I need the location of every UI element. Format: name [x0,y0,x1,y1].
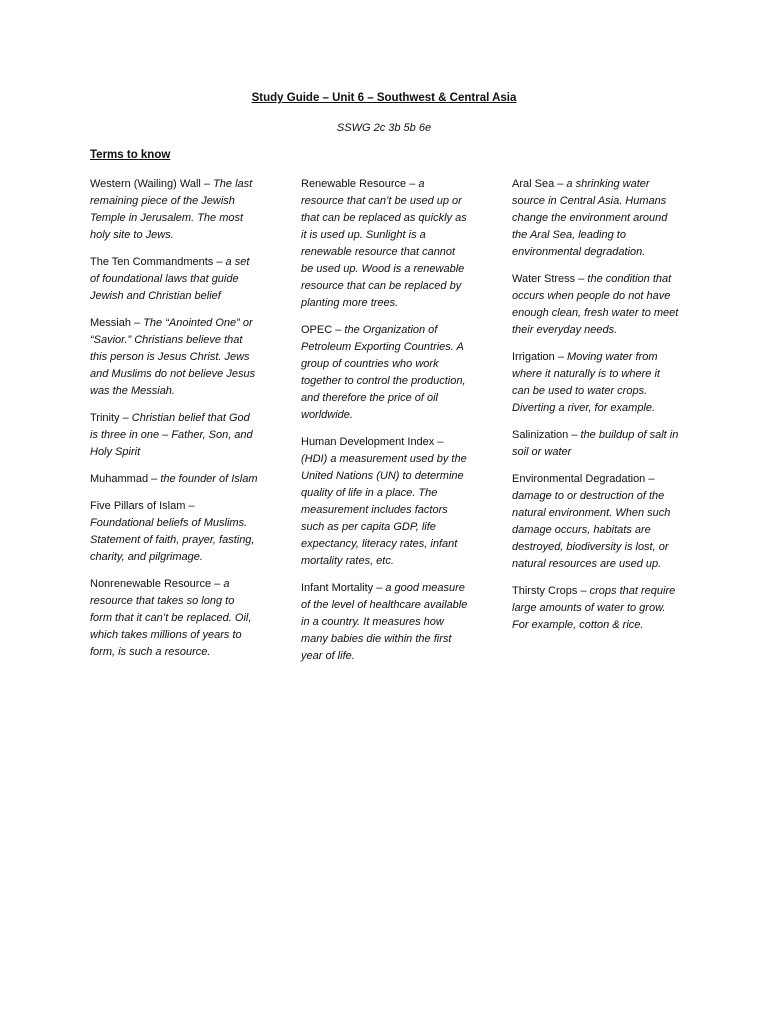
glossary-entry [90,410,258,461]
page-title: Study Guide – Unit 6 – Southwest & Central Asia [251,92,517,104]
glossary-entry [301,176,469,312]
glossary-term: Muhammad – [90,473,161,485]
glossary-definition: Christian belief that God is three in one – Father, Son, and Holy Spirit [90,412,253,458]
glossary-term: Environmental Degradation – [512,473,655,485]
glossary-term: Five Pillars of Islam – [90,500,195,512]
glossary-entry [90,176,258,244]
glossary-entry [90,254,258,305]
glossary-term: Aral Sea – [512,178,567,190]
glossary-term: Trinity – [90,412,132,424]
glossary-entry [512,271,680,339]
glossary-entry [90,471,258,488]
glossary-definition: The last remaining piece of the Jewish Temple in Jerusalem. The most holy site to Jews. [90,178,253,241]
glossary-term: The Ten Commandments – [90,256,226,268]
glossary-term: Thirsty Crops – [512,585,590,597]
glossary-definition: the founder of Islam [160,473,258,485]
glossary-definition: damage to or destruction of the natural environment. When such damage occurs, habitats are destroyed, biodiversity is lost, or natural resources are used up. [512,490,671,570]
glossary-definition: Moving water from where it naturally is to where it can be used to water crops. Diverting a river, for example. [512,351,660,414]
glossary-definition: a resource that takes so long to form that it can’t be replaced. Oil, which takes millions of years to form, is such a resource. [90,578,252,658]
glossary-definition: the condition that occurs when people do not have enough clean, fresh water to meet their everyday needs. [512,273,679,336]
glossary-term: Renewable Resource – [301,178,419,190]
terms-column-2 [301,176,469,675]
glossary-term: Infant Mortality – [301,582,386,594]
glossary-entry [512,471,680,573]
glossary-entry [512,349,680,417]
glossary-entry [512,176,680,261]
glossary-entry [301,322,469,424]
glossary-definition: the buildup of salt in soil or water [512,429,679,458]
glossary-term: Human Development Index – [301,436,444,448]
terms-column-1 [90,176,258,671]
glossary-entry [301,434,469,570]
glossary-entry [512,427,680,461]
glossary-term: Nonrenewable Resource – [90,578,224,590]
glossary-definition: crops that require large amounts of water to grow. For example, cotton & rice. [512,585,676,631]
glossary-entry [512,583,680,634]
glossary-definition: a set of foundational laws that guide Jewish and Christian belief [90,256,250,302]
glossary-entry [90,315,258,400]
glossary-term: Messiah – [90,317,144,329]
glossary-term: Water Stress – [512,273,588,285]
glossary-definition: the Organization of Petroleum Exporting Countries. A group of countries who work together to control the production, and therefore the price of oil worldwide. [301,324,466,421]
glossary-definition: The “Anointed One” or “Savior.” Christians believe that this person is Jesus Christ. Jews and Muslims do not believe Jesus was the Messiah. [90,317,256,397]
glossary-entry [90,576,258,661]
glossary-term: OPEC – [301,324,345,336]
glossary-entry [90,498,258,566]
glossary-entry [301,580,469,665]
glossary-definition: a good measure of the level of healthcare available in a country. It measures how many babies die within the first year of life. [301,582,468,662]
glossary-definition: a shrinking water source in Central Asia. Humans change the environment around the Aral Sea, leading to environmental degradation. [512,178,668,258]
terms-heading: Terms to know [90,149,171,161]
glossary-definition: (HDI) a measurement used by the United Nations (UN) to determine quality of life in a place. The measurement includes factors such as per capita GDP, life expectancy, literacy rates, infant mortality rates, etc. [301,453,467,567]
glossary-term: Irrigation – [512,351,568,363]
terms-column-3 [512,176,680,644]
glossary-term: Western (Wailing) Wall – [90,178,214,190]
glossary-term: Salinization – [512,429,581,441]
standards-subtitle: SSWG 2c 3b 5b 6e [336,122,432,134]
glossary-definition: Foundational beliefs of Muslims. Statement of faith, prayer, fasting, charity, and pilgrimage. [90,517,255,563]
glossary-definition: a resource that can’t be used up or that can be replaced as quickly as it is used up. Sunlight is a renewable resource that cannot be used up. Wood is a renewable resource that can be replaced by planting more trees. [301,178,467,309]
